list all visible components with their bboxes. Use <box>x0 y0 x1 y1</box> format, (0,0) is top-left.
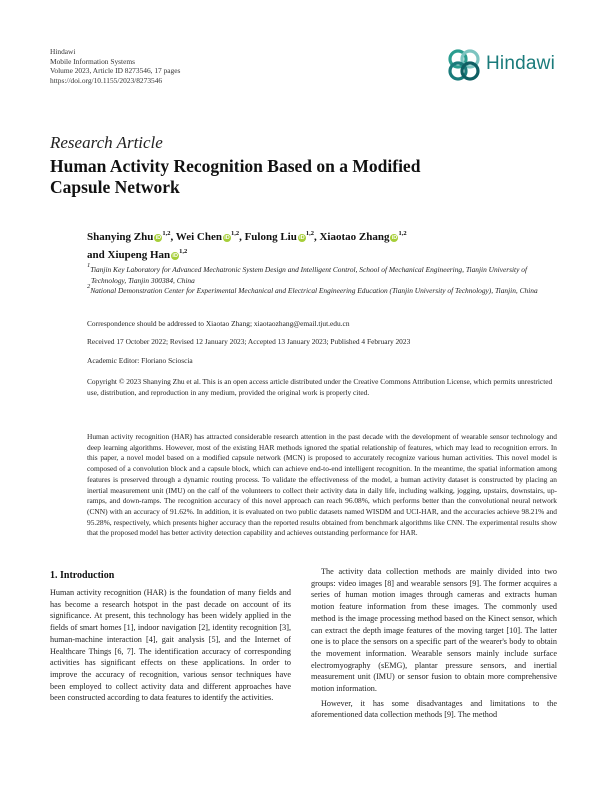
section-heading: 1. Introduction <box>50 570 115 581</box>
author-affiliation: 1,2 <box>305 230 314 237</box>
paragraph: However, it has some disadvantages and limitations to the aforementioned data collection methods [9]. The method <box>311 698 557 720</box>
orcid-icon[interactable]: iD <box>172 253 178 259</box>
author-name[interactable]: Xiupeng Han <box>107 249 171 261</box>
author-affiliation: 1,2 <box>398 230 407 237</box>
hindawi-logo <box>446 47 564 83</box>
hindawi-logo-icon <box>446 47 482 83</box>
left-column <box>50 587 291 704</box>
author-affiliation: 1,2 <box>230 230 240 237</box>
journal-volume: Volume 2023, Article ID 8273546, 17 pages <box>50 66 181 76</box>
author-name[interactable]: Xiaotao Zhang <box>319 231 390 243</box>
orcid-icon[interactable]: iD <box>155 235 162 241</box>
correspondence: Correspondence should be addressed to Xiaotao Zhang; xiaotaozhang@email.tjut.edu.cn <box>87 319 350 328</box>
paragraph: The activity data collection methods are mainly divided into two groups: video images [8] and wearable sensors [9]. The former acquires a series of human motion images through cameras and extracts human motion feature information from these images. The commonly used method is the image processing method based on the Kinect sensor, which can extract the depth image features of the moving target [10]. The latter one is to place the sensors on a specific part of the wearer's body to obtain the movement information. Wearable sensors mainly include surface electromyography (sEMG), plantar pressure sensors, and inertial measurement unit (IMU) or sensor fusion to obtain more comprehensive motion information. <box>311 567 557 694</box>
journal-doi[interactable]: https://doi.org/10.1155/2023/8273546 <box>50 75 163 85</box>
affiliation-item: $^2$National Demonstration Center for Experimental Mechanical and Electrical Engineering Education (Tianjin University of Technology), Tianjin, China <box>87 283 538 296</box>
copyright-notice: Copyright © 2023 Shanying Zhu et al. This is an open access article distributed under the Creative Commons Attribution License, which permits unrestricted use, distribution, and reproduction in any medium, provided the original work is properly cited. <box>87 377 553 397</box>
orcid-icon[interactable]: iD <box>299 235 305 241</box>
author-list: Shanying Zhu iD$^{1,2}$, Wei Chen iD$^{1,2}$, Fulong Liu iD$^{1,2}$, Xiaotao Zhang iD$^{1,2}$ and Xiupeng Han iD$^{1,2}$ <box>87 230 407 261</box>
publication-dates: Received 17 October 2022; Revised 12 January 2023; Accepted 13 January 2023; Published 4 February 2023 <box>87 337 411 346</box>
author-connector: and <box>87 249 105 261</box>
journal-name: Mobile Information Systems <box>50 56 135 66</box>
publisher-name: Hindawi <box>50 47 76 56</box>
affiliations <box>87 262 557 297</box>
author-affiliation: 1,2 <box>162 230 171 237</box>
hindawi-logo-text: Hindawi <box>486 53 555 74</box>
author-name[interactable]: Fulong Liu <box>244 231 297 243</box>
orcid-icon[interactable]: iD <box>391 235 398 241</box>
journal-info <box>50 47 180 85</box>
paper-title: Human Activity Recognition Based on a Modified Capsule Network <box>50 156 421 197</box>
academic-editor: Academic Editor: Floriano Scioscia <box>87 356 193 365</box>
author-affiliation: 1,2 <box>179 248 188 255</box>
paragraph: Human activity recognition (HAR) is the foundation of many fields and has become a research hotspot in the past decade on account of its significance. At present, this technology has been widely applied in the fields of smart homes [1], indoor navigation [2], identity recognition [3], human-machine interaction [4], gait analysis [5], and the Internet of Healthcare Things [6, 7]. The identification accuracy of corresponding activities has significant effects on these applications. In order to improve the accuracy of recognition, various sensor techniques have been employed to collect activity data and different approaches have been constructed according to data features to identify the activities. <box>50 588 291 703</box>
author-name[interactable]: Shanying Zhu <box>87 231 154 243</box>
right-column <box>311 566 557 721</box>
article-type: Research Article <box>50 133 163 152</box>
orcid-icon[interactable]: iD <box>224 235 230 241</box>
author-name[interactable]: Wei Chen <box>175 231 222 243</box>
abstract: Human activity recognition (HAR) has attracted considerable research attention in the past decade with the development of wearable sensor technology and deep learning algorithms. However, most of the existing HAR methods ignored the spatial relationship of features, which may lead to recognition errors. In this paper, a novel model based on a modified capsule network (MCN) is proposed to accurately recognize various human activities. This novel model is composed of a convolution block and a capsule block, which can achieve end-to-end intelligent recognition. In the meantime, the spatial information among features is preserved through a dynamic routing process. To validate the effectiveness of the model, a human activity dataset is constructed by placing an inertial measurement unit (IMU) on the calf of the volunteers to collect their activity data in daily life, including walking, jogging, upstairs, downstairs, up-ramps, and down-ramps. The recognition accuracy of this novel approach can reach 96.08%, which performs better than the convolutional neural network (CNN) with an accuracy of 91.62%. In addition, it is evaluated on two public datasets named WISDM and UCI-HAR, and the accuracies achieve 98.21% and 95.28%, respectively, which presents higher accuracy than the reported results obtained from benchmark algorithms like CNN. The experimental results show that the proposed model has better activity detection capability and achieves outstanding performance for HAR. <box>87 432 557 538</box>
affiliation-item: $^1$Tianjin Key Laboratory for Advanced Mechatronic System Design and Intelligent Control, School of Mechanical Engineering, Tianjin University of Technology, Tianjin 300384, China <box>87 262 527 285</box>
